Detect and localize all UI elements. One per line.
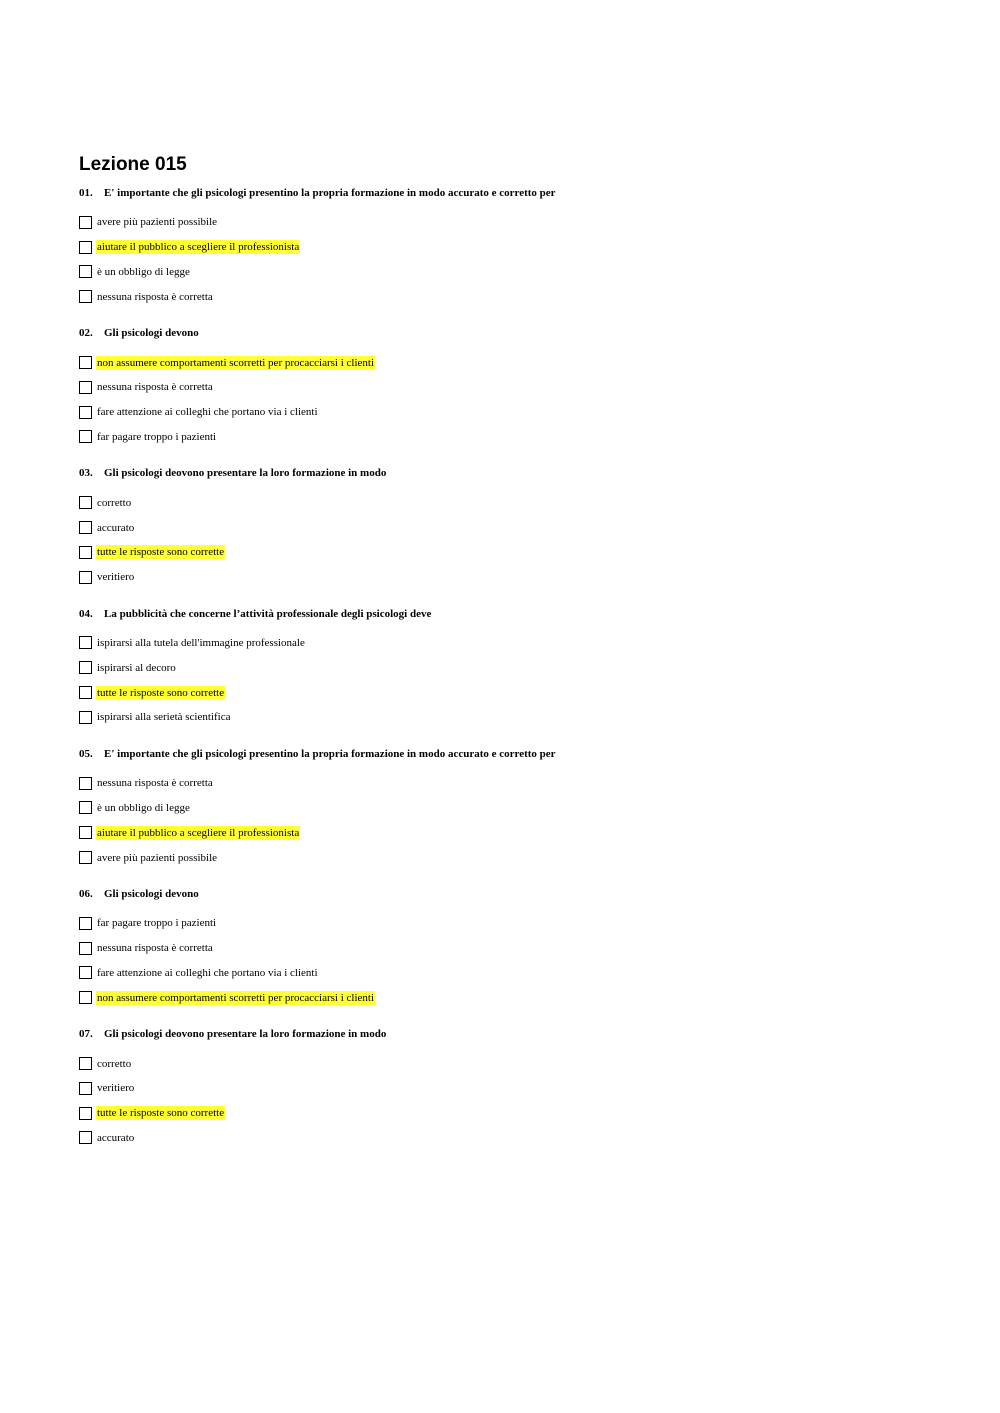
answer-label: far pagare troppo i pazienti <box>97 917 217 930</box>
question-3 <box>79 466 939 589</box>
answer-label: corretto <box>97 496 132 509</box>
question-2 <box>79 326 939 449</box>
answer-label: far pagare troppo i pazienti <box>97 430 217 443</box>
answer-option[interactable] <box>79 284 939 309</box>
answer-label: avere più pazienti possibile <box>97 851 218 864</box>
answer-option[interactable] <box>79 375 939 400</box>
question-prompt: Gli psicologi deovono presentare la loro formazione in modo <box>104 467 387 480</box>
question-prompt: E' importante che gli psicologi presentino la propria formazione in modo accurato e corretto per <box>104 187 556 199</box>
answer-option[interactable] <box>79 771 939 796</box>
question-text <box>79 747 939 761</box>
answer-label: avere più pazienti possibile <box>97 216 218 229</box>
answer-option[interactable] <box>79 820 939 845</box>
answer-option[interactable] <box>79 260 939 285</box>
answer-option[interactable] <box>79 210 939 235</box>
answer-label: veritiero <box>97 571 135 584</box>
answer-option[interactable] <box>79 961 939 986</box>
answer-checkbox[interactable] <box>79 216 92 229</box>
answer-label: è un obbligo di legge <box>97 801 190 814</box>
answer-option[interactable] <box>79 1076 939 1101</box>
answer-checkbox[interactable] <box>79 430 92 443</box>
question-text <box>79 887 939 901</box>
answer-checkbox[interactable] <box>79 1057 92 1070</box>
question-7 <box>79 1027 939 1150</box>
answer-label-highlighted: tutte le risposte sono corrette <box>97 546 225 559</box>
answer-option[interactable] <box>79 490 939 515</box>
answer-option[interactable] <box>79 796 939 821</box>
answer-checkbox[interactable] <box>79 801 92 814</box>
answer-option[interactable] <box>79 845 939 870</box>
answer-checkbox[interactable] <box>79 1107 92 1120</box>
answer-option[interactable] <box>79 515 939 540</box>
answer-option[interactable] <box>79 540 939 565</box>
answer-checkbox[interactable] <box>79 777 92 790</box>
answer-checkbox[interactable] <box>79 711 92 724</box>
question-prompt: Gli psicologi deovono presentare la loro formazione in modo <box>104 1028 387 1041</box>
answer-label: corretto <box>97 1057 132 1070</box>
answer-checkbox[interactable] <box>79 636 92 649</box>
answer-checkbox[interactable] <box>79 241 92 254</box>
answer-label: veritiero <box>97 1082 135 1095</box>
answer-option[interactable] <box>79 911 939 936</box>
answer-checkbox[interactable] <box>79 966 92 979</box>
question-4 <box>79 607 939 730</box>
question-number: 07. <box>79 1028 93 1041</box>
answer-label: nessuna risposta è corretta <box>97 381 213 394</box>
answer-label: ispirarsi alla serietà scientifica <box>97 711 231 724</box>
answer-option[interactable] <box>79 936 939 961</box>
answer-checkbox[interactable] <box>79 546 92 559</box>
answer-label: ispirarsi al decoro <box>97 661 176 674</box>
answer-checkbox[interactable] <box>79 851 92 864</box>
answer-checkbox[interactable] <box>79 406 92 419</box>
answer-label: fare attenzione ai colleghi che portano via i clienti <box>97 966 318 979</box>
answer-label: fare attenzione ai colleghi che portano via i clienti <box>97 406 318 419</box>
question-text <box>79 326 939 340</box>
answer-option[interactable] <box>79 1101 939 1126</box>
answer-checkbox[interactable] <box>79 1131 92 1144</box>
answer-option[interactable] <box>79 235 939 260</box>
answer-label-highlighted: tutte le risposte sono corrette <box>97 1107 225 1120</box>
answer-label: accurato <box>97 1131 135 1144</box>
answer-label-highlighted: non assumere comportamenti scorretti per procacciarsi i clienti <box>97 356 375 369</box>
answer-label-highlighted: tutte le risposte sono corrette <box>97 686 225 699</box>
question-text <box>79 186 939 200</box>
answer-checkbox[interactable] <box>79 571 92 584</box>
question-text <box>79 1027 939 1041</box>
answer-label: è un obbligo di legge <box>97 265 190 278</box>
question-prompt: Gli psicologi devono <box>104 327 199 340</box>
answer-option[interactable] <box>79 400 939 425</box>
answer-label: ispirarsi alla tutela dell'immagine professionale <box>97 636 305 649</box>
question-number: 04. <box>79 607 93 620</box>
answer-checkbox[interactable] <box>79 686 92 699</box>
answer-checkbox[interactable] <box>79 917 92 930</box>
question-5 <box>79 747 939 870</box>
question-prompt: La pubblicità che concerne l’attività professionale degli psicologi deve <box>104 607 432 620</box>
answer-option[interactable] <box>79 425 939 450</box>
answer-checkbox[interactable] <box>79 942 92 955</box>
question-number: 03. <box>79 467 93 480</box>
question-number: 06. <box>79 887 93 900</box>
answer-checkbox[interactable] <box>79 826 92 839</box>
answer-label-highlighted: non assumere comportamenti scorretti per procacciarsi i clienti <box>97 991 375 1004</box>
answer-checkbox[interactable] <box>79 1082 92 1095</box>
answer-label-highlighted: aiutare il pubblico a scegliere il professionista <box>97 826 300 839</box>
answer-checkbox[interactable] <box>79 381 92 394</box>
question-list <box>79 186 939 1150</box>
answer-label: nessuna risposta è corretta <box>97 777 213 790</box>
question-text <box>79 607 939 621</box>
answer-label: nessuna risposta è corretta <box>97 290 213 303</box>
document-page <box>79 152 939 1167</box>
answer-label: accurato <box>97 521 135 534</box>
question-6 <box>79 887 939 1010</box>
answer-checkbox[interactable] <box>79 521 92 534</box>
answer-label-highlighted: aiutare il pubblico a scegliere il professionista <box>97 241 300 254</box>
answer-option[interactable] <box>79 1126 939 1151</box>
answer-option[interactable] <box>79 565 939 590</box>
answer-option[interactable] <box>79 655 939 680</box>
question-prompt: E' importante che gli psicologi presentino la propria formazione in modo accurato e corretto per <box>104 747 556 760</box>
answer-option[interactable] <box>79 985 939 1010</box>
answer-checkbox[interactable] <box>79 991 92 1004</box>
answer-option[interactable] <box>79 350 939 375</box>
answer-checkbox[interactable] <box>79 290 92 303</box>
question-number: 02. <box>79 327 93 340</box>
answer-checkbox[interactable] <box>79 661 92 674</box>
answer-checkbox[interactable] <box>79 356 92 369</box>
question-text <box>79 466 939 480</box>
answer-option[interactable] <box>79 1051 939 1076</box>
question-prompt: Gli psicologi devono <box>104 887 199 900</box>
answer-option[interactable] <box>79 631 939 656</box>
answer-option[interactable] <box>79 705 939 730</box>
question-number: 05. <box>79 747 93 760</box>
answer-option[interactable] <box>79 680 939 705</box>
answer-checkbox[interactable] <box>79 496 92 509</box>
answer-checkbox[interactable] <box>79 265 92 278</box>
question-1 <box>79 186 939 309</box>
lesson-title: Lezione 015 <box>79 154 187 175</box>
question-number: 01. <box>79 187 93 199</box>
answer-label: nessuna risposta è corretta <box>97 942 213 955</box>
